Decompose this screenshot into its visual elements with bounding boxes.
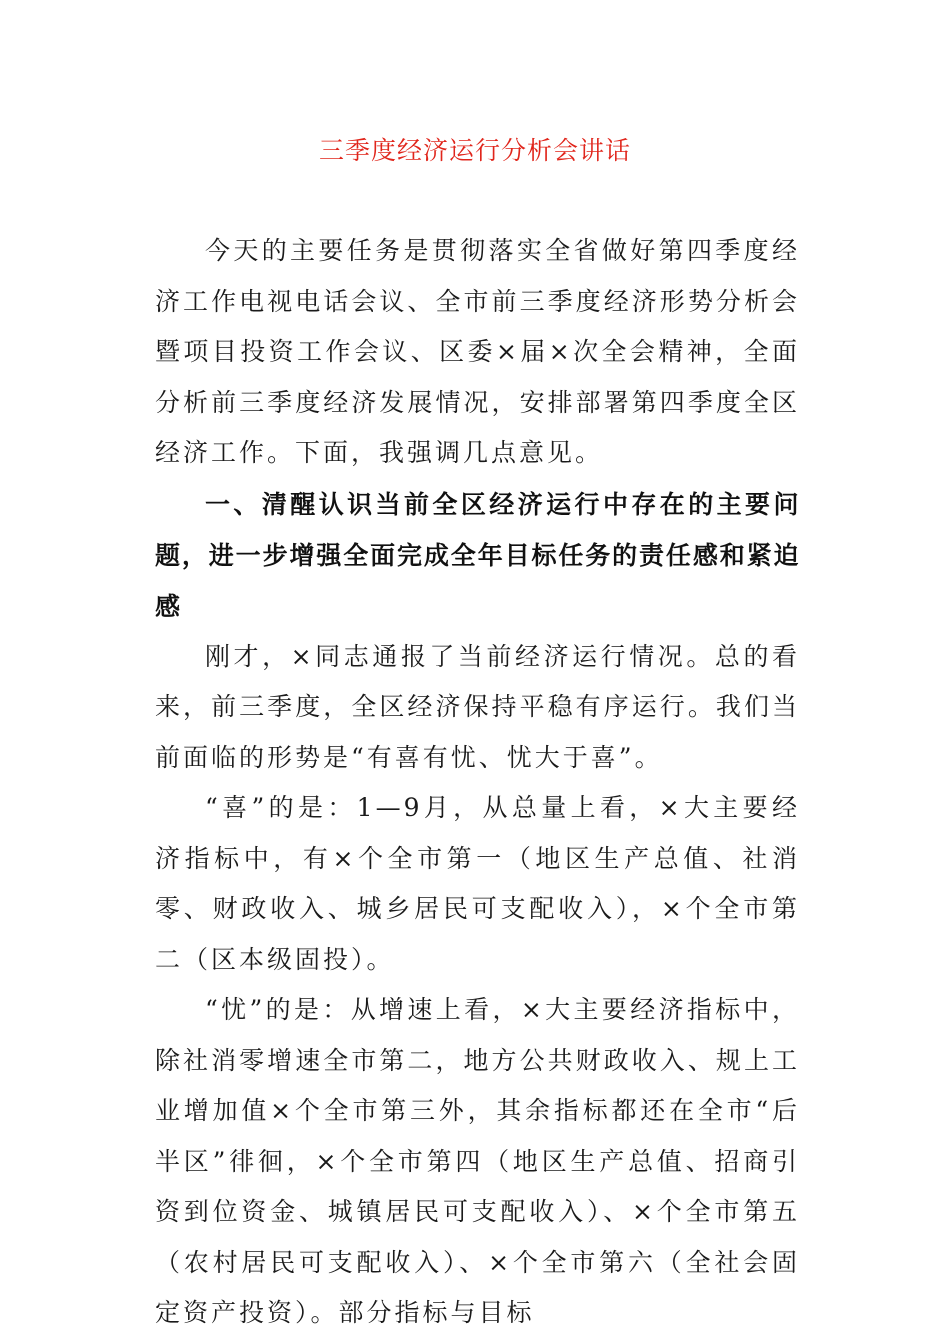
document-body: [155, 226, 800, 1339]
paragraph-situation: 刚才，×同志通报了当前经济运行情况。总的看来，前三季度，全区经济保持平稳有序运行。我们当前面临的形势是“有喜有忧、忧大于喜”。: [155, 641, 800, 772]
document-title: 三季度经济运行分析会讲话: [318, 136, 631, 165]
paragraph-concerns: “忧”的是：从增速上看，×大主要经济指标中，除社消零增速全市第二，地方公共财政收入、规上工业增加值×个全市第三外，其余指标都还在全市“后半区”徘徊，×个全市第四（地区生产总值、招商引资到位资金、城镇居民可支配收入）、×个全市第五（农村居民可支配收入）、×个全市第六（全社会固定资产投资）。部分指标与目标: [155, 995, 800, 1327]
paragraph-intro: 今天的主要任务是贯彻落实全省做好第四季度经济工作电视电话会议、全市前三季度经济形势分析会暨项目投资工作会议、区委×届×次全会精神，全面分析前三季度经济发展情况，安排部署第四季度全区经济工作。下面，我强调几点意见。: [155, 236, 800, 467]
paragraph-good-news: “喜”的是：1—9月，从总量上看，×大主要经济指标中，有×个全市第一（地区生产总值、社消零、财政收入、城乡居民可支配收入），×个全市第二（区本级固投）。: [155, 793, 800, 974]
section-heading-1: 一、清醒认识当前全区经济运行中存在的主要问题，进一步增强全面完成全年目标任务的责任感和紧迫感: [155, 489, 800, 621]
